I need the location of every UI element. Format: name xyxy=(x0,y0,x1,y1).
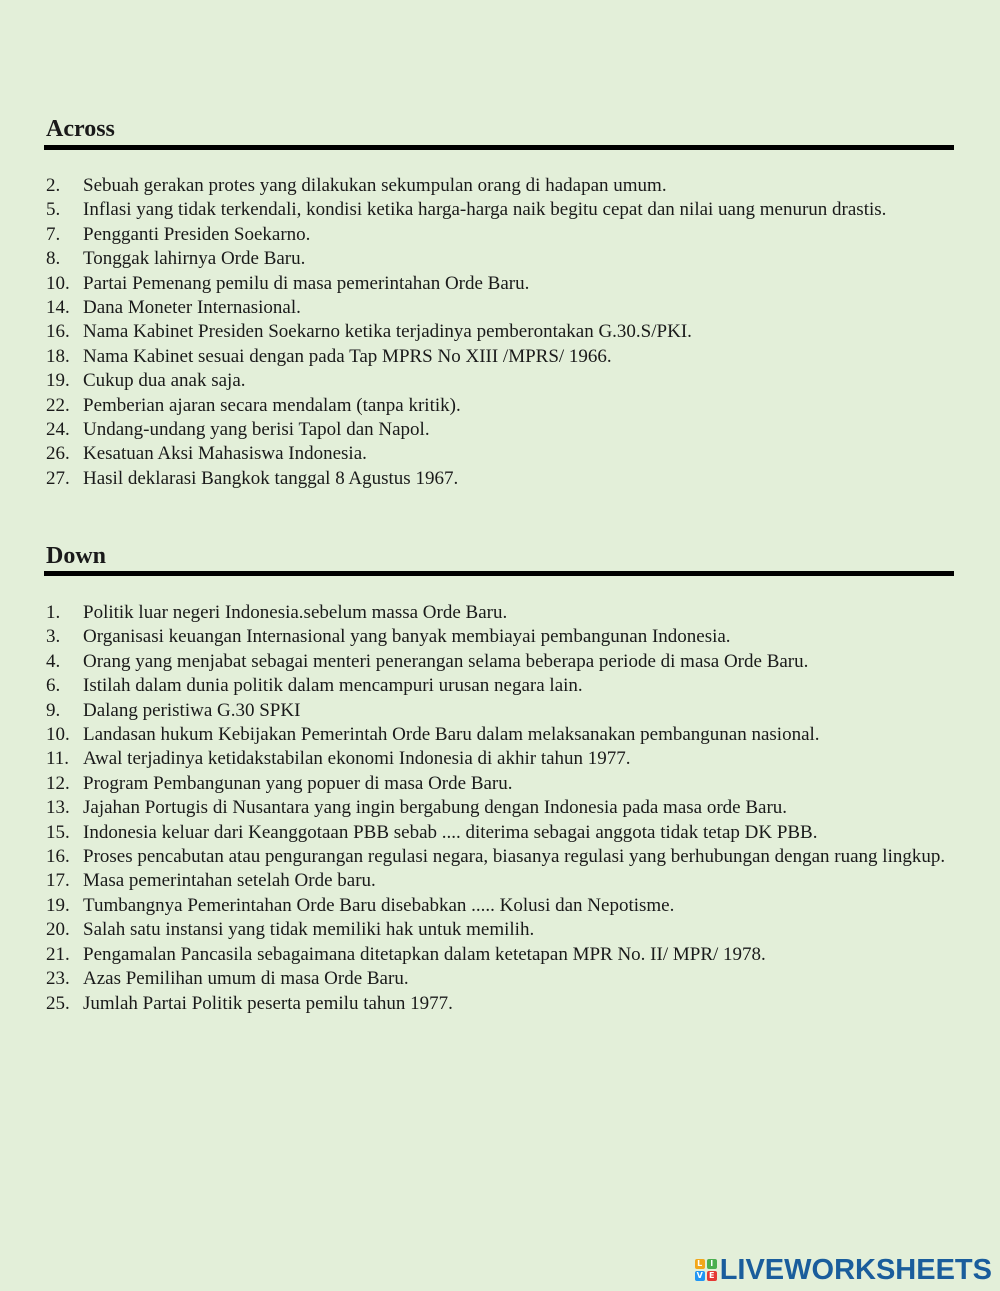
across-clue xyxy=(46,198,951,222)
down-clue xyxy=(46,674,951,698)
logo-mark-square: I xyxy=(707,1259,717,1269)
across-clue xyxy=(46,345,951,369)
across-clue-text: Tonggak lahirnya Orde Baru. xyxy=(83,248,306,270)
down-clue-text: Dalang peristiwa G.30 SPKI xyxy=(83,699,301,721)
across-clue xyxy=(46,223,951,247)
down-clue-text: Salah satu instansi yang tidak memiliki hak untuk memilih. xyxy=(83,919,535,941)
logo-mark-square: V xyxy=(696,1271,703,1280)
across-clue-number: 14. xyxy=(46,297,70,319)
down-clue-number: 3. xyxy=(46,626,61,648)
down-clue-number: 12. xyxy=(46,772,70,794)
down-divider xyxy=(44,571,954,576)
down-clue-number: 1. xyxy=(46,602,61,623)
down-clue xyxy=(46,625,951,649)
across-clue-text: Inflasi yang tidak terkendali, kondisi ketika harga-harga naik begitu cepat dan nilai uang menurun drastis. xyxy=(83,199,887,221)
down-clue-number: 19. xyxy=(46,894,70,916)
across-clue-text: Cukup dua anak saja. xyxy=(83,370,246,392)
down-clue-number: 11. xyxy=(46,748,70,770)
liveworksheets-logo xyxy=(695,1255,992,1285)
down-clue xyxy=(46,601,951,625)
down-clue xyxy=(46,869,951,893)
down-clue-text: Pengamalan Pancasila sebagaimana ditetapkan dalam ketetapan MPR No. II/ MPR/ 1978. xyxy=(83,943,766,965)
liveworksheets-logo-text: LIVEWORKSHEETS xyxy=(719,1254,992,1286)
across-clue-number: 5. xyxy=(46,199,61,221)
across-clue xyxy=(46,369,951,393)
down-clue xyxy=(46,992,951,1016)
down-clue-list xyxy=(46,601,951,1016)
across-clue-text: Hasil deklarasi Bangkok tanggal 8 Agustus 1967. xyxy=(83,467,459,489)
down-clue-text: Awal terjadinya ketidakstabilan ekonomi Indonesia di akhir tahun 1977. xyxy=(83,748,631,770)
down-clue-text: Azas Pemilihan umum di masa Orde Baru. xyxy=(83,968,409,990)
across-clue-text: Nama Kabinet Presiden Soekarno ketika terjadinya pemberontakan G.30.S/PKI. xyxy=(83,321,692,343)
across-clue xyxy=(46,394,951,418)
across-clue-number: 24. xyxy=(46,419,70,441)
down-clue xyxy=(46,894,951,918)
down-clue-text: Tumbangnya Pemerintahan Orde Baru disebabkan ..... Kolusi dan Nepotisme. xyxy=(83,894,675,916)
liveworksheets-logo-icon xyxy=(695,1259,717,1281)
across-clue-number: 26. xyxy=(46,443,70,465)
across-heading: Across xyxy=(46,116,115,142)
down-clue-number: 23. xyxy=(46,968,70,990)
across-clue xyxy=(46,247,951,271)
across-clue-number: 27. xyxy=(46,467,70,489)
down-clue-number: 13. xyxy=(46,797,70,819)
across-clue-number: 19. xyxy=(46,370,70,392)
across-clue xyxy=(46,296,951,320)
down-clue-text: Jajahan Portugis di Nusantara yang ingin bergabung dengan Indonesia pada masa orde Baru. xyxy=(83,797,788,819)
across-clue-text: Partai Pemenang pemilu di masa pemerintahan Orde Baru. xyxy=(83,272,530,294)
down-clue-text: Program Pembangunan yang popuer di masa Orde Baru. xyxy=(83,772,513,794)
down-clue-number: 16. xyxy=(46,846,70,868)
down-clue xyxy=(46,699,951,723)
down-clue xyxy=(46,918,951,942)
across-clue xyxy=(46,272,951,296)
across-clue-text: Undang-undang yang berisi Tapol dan Napol. xyxy=(83,419,430,441)
down-clue-text: Orang yang menjabat sebagai menteri penerangan selama beberapa periode di masa Orde Baru. xyxy=(83,650,809,672)
down-clue xyxy=(46,796,951,820)
down-clue-number: 15. xyxy=(46,821,70,843)
across-clue-number: 16. xyxy=(46,321,70,343)
across-clue-number: 2. xyxy=(46,175,61,196)
across-clue-text: Dana Moneter Internasional. xyxy=(83,297,301,319)
down-clue xyxy=(46,650,951,674)
across-clue-text: Nama Kabinet sesuai dengan pada Tap MPRS No XIII /MPRS/ 1966. xyxy=(83,345,612,367)
down-clue xyxy=(46,967,951,991)
down-clue-text: Organisasi keuangan Internasional yang banyak membiayai pembangunan Indonesia. xyxy=(83,626,731,648)
across-clue xyxy=(46,467,951,491)
across-divider xyxy=(44,145,954,150)
logo-mark-square: L xyxy=(695,1259,705,1269)
across-clue-number: 18. xyxy=(46,345,70,367)
across-clue-text: Pengganti Presiden Soekarno. xyxy=(83,223,311,245)
logo-mark-square: E xyxy=(707,1271,717,1281)
down-clue-number: 10. xyxy=(46,724,70,746)
down-clue-text: Jumlah Partai Politik peserta pemilu tahun 1977. xyxy=(83,992,453,1014)
across-clue xyxy=(46,442,951,466)
down-clue-number: 21. xyxy=(46,943,70,965)
down-clue xyxy=(46,845,951,869)
down-clue xyxy=(46,747,951,771)
down-clue-text: Proses pencabutan atau pengurangan regulasi negara, biasanya regulasi yang berhubungan dengan ruang lingkup. xyxy=(83,846,946,868)
down-clue-number: 20. xyxy=(46,919,70,941)
across-clue-number: 10. xyxy=(46,272,70,294)
down-clue-number: 6. xyxy=(46,675,61,697)
down-clue-text: Politik luar negeri Indonesia.sebelum massa Orde Baru. xyxy=(83,602,508,623)
across-clue-number: 22. xyxy=(46,394,70,416)
down-clue-number: 25. xyxy=(46,992,70,1014)
across-clue xyxy=(46,174,951,198)
down-clue-text: Indonesia keluar dari Keanggotaan PBB sebab .... diterima sebagai anggota tidak tetap DK PBB. xyxy=(83,821,818,843)
across-clue-text: Pemberian ajaran secara mendalam (tanpa kritik). xyxy=(83,394,461,416)
across-clue-number: 8. xyxy=(46,248,61,270)
down-clue-number: 4. xyxy=(46,650,61,672)
down-clue-text: Masa pemerintahan setelah Orde baru. xyxy=(83,870,376,892)
across-clue-list xyxy=(46,174,951,491)
down-clue-number: 17. xyxy=(46,870,70,892)
down-clue-text: Landasan hukum Kebijakan Pemerintah Orde Baru dalam melaksanakan pembangunan nasional. xyxy=(83,724,820,746)
across-clue-text: Kesatuan Aksi Mahasiswa Indonesia. xyxy=(83,443,367,465)
across-clue-number: 7. xyxy=(46,223,61,245)
across-clue-text: Sebuah gerakan protes yang dilakukan sekumpulan orang di hadapan umum. xyxy=(83,175,667,196)
across-clue xyxy=(46,418,951,442)
down-clue xyxy=(46,821,951,845)
down-clue-number: 9. xyxy=(46,699,61,721)
down-heading: Down xyxy=(46,543,107,569)
down-clue xyxy=(46,772,951,796)
down-clue xyxy=(46,943,951,967)
down-clue xyxy=(46,723,951,747)
across-clue xyxy=(46,320,951,344)
down-clue-text: Istilah dalam dunia politik dalam mencampuri urusan negara lain. xyxy=(83,675,583,697)
